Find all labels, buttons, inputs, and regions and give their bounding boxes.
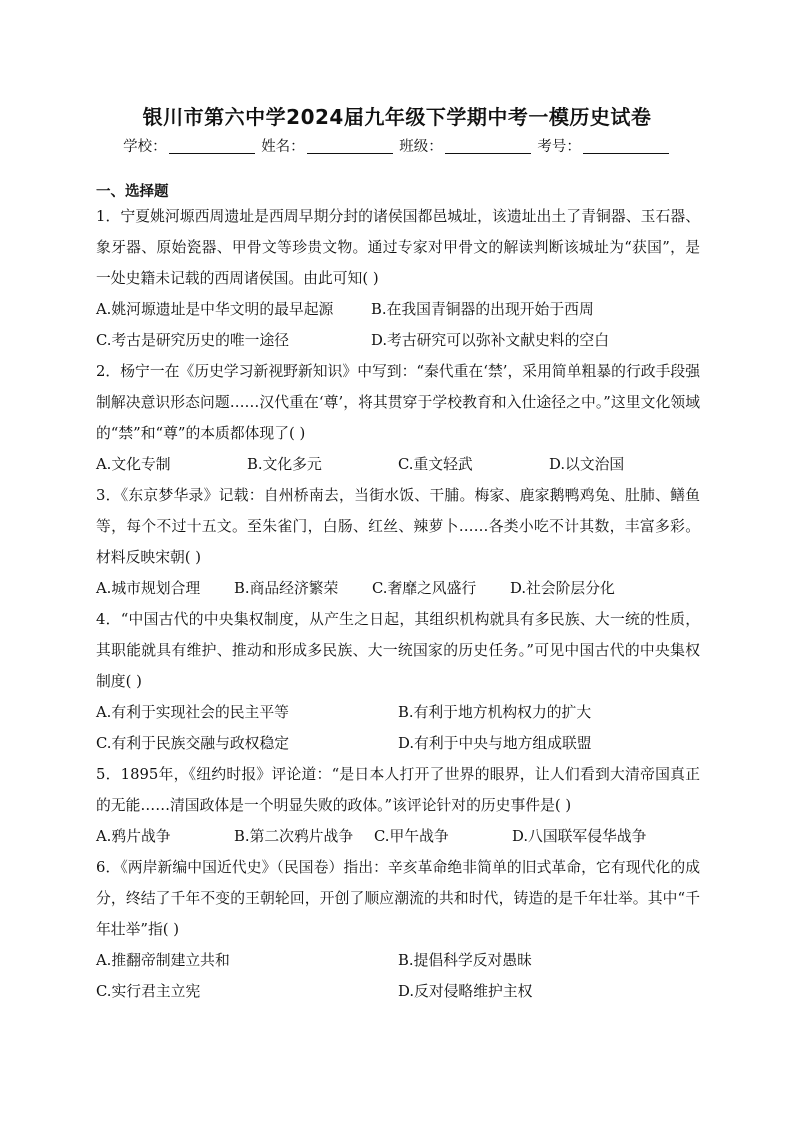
number-label: 考号： bbox=[537, 139, 581, 155]
name-label: 姓名： bbox=[261, 139, 305, 155]
question-stem: 3．《东京梦华录》记载：自州桥南去，当街水饭、干脯。梅家、鹿家鹅鸭鸡兔、肚肺、鳝鱼等，每个不过十五文。至朱雀门，白肠、红丝、辣萝卜……各类小吃不计其数，丰富多彩。材料反映宋朝( ) bbox=[96, 487, 700, 566]
option-c: C.有利于民族交融与政权稳定 bbox=[96, 735, 290, 752]
option-b: B.第二次鸦片战争 bbox=[234, 828, 354, 845]
option-a: A.姚河塬遗址是中华文明的最早起源 bbox=[96, 301, 334, 318]
option-group bbox=[96, 294, 700, 356]
question-2 bbox=[96, 356, 700, 480]
option-b: B.文化多元 bbox=[247, 456, 322, 473]
school-blank[interactable] bbox=[169, 139, 255, 154]
option-c: C.奢靡之风盛行 bbox=[372, 580, 477, 597]
question-list bbox=[96, 201, 700, 1007]
option-group bbox=[96, 697, 700, 759]
question-5 bbox=[96, 759, 700, 852]
class-blank[interactable] bbox=[445, 139, 531, 154]
student-info-line bbox=[0, 135, 794, 156]
question-stem: 5．1895年，《纽约时报》评论道：“是日本人打开了世界的眼界，让人们看到大清帝国真正的无能……清国政体是一个明显失败的政体。”该评论针对的历史事件是( ) bbox=[96, 766, 700, 814]
school-label: 学校： bbox=[123, 139, 167, 155]
option-a: A.有利于实现社会的民主平等 bbox=[96, 704, 289, 721]
option-a: A.城市规划合理 bbox=[96, 580, 201, 597]
option-group bbox=[96, 945, 700, 1007]
section-heading: 一、选择题 bbox=[96, 184, 169, 200]
number-blank[interactable] bbox=[583, 139, 669, 154]
class-label: 班级： bbox=[399, 139, 443, 155]
option-c: C.实行君主立宪 bbox=[96, 983, 201, 1000]
option-d: D.社会阶层分化 bbox=[510, 580, 615, 597]
question-stem: 4．“中国古代的中央集权制度，从产生之日起，其组织机构就具有多民族、大一统的性质，其职能就具有维护、推动和形成多民族、大一统国家的历史任务。”可见中国古代的中央集权制度( ) bbox=[96, 611, 700, 690]
question-6 bbox=[96, 852, 700, 1007]
question-1 bbox=[96, 201, 700, 356]
question-stem: 6．《两岸新编中国近代史》（民国卷）指出：辛亥革命绝非简单的旧式革命，它有现代化的成分，终结了千年不变的王朝轮回，开创了顺应潮流的共和时代，铸造的是千年壮举。其中“千年壮举”指( ) bbox=[96, 859, 700, 938]
option-d: D.八国联军侵华战争 bbox=[512, 828, 647, 845]
option-group bbox=[96, 449, 700, 480]
option-group bbox=[96, 573, 700, 604]
option-b: B.在我国青铜器的出现开始于西周 bbox=[371, 301, 594, 318]
option-b: B.有利于地方机构权力的扩大 bbox=[398, 704, 592, 721]
name-blank[interactable] bbox=[307, 139, 393, 154]
option-a: A.鸦片战争 bbox=[96, 828, 171, 845]
option-a: A.推翻帝制建立共和 bbox=[96, 952, 230, 969]
option-a: A.文化专制 bbox=[96, 456, 171, 473]
option-b: B.提倡科学反对愚昧 bbox=[398, 952, 532, 969]
question-stem: 1．宁夏姚河塬西周遗址是西周早期分封的诸侯国都邑城址，该遗址出土了青铜器、玉石器、象牙器、原始瓷器、甲骨文等珍贵文物。通过专家对甲骨文的解读判断该城址为“获国”，是一处史籍未记载的西周诸侯国。由此可知( ) bbox=[96, 208, 700, 287]
question-3 bbox=[96, 480, 700, 604]
option-d: D.考古研究可以弥补文献史料的空白 bbox=[371, 332, 609, 349]
option-b: B.商品经济繁荣 bbox=[234, 580, 339, 597]
question-4 bbox=[96, 604, 700, 759]
option-d: D.以文治国 bbox=[549, 456, 625, 473]
question-stem: 2．杨宁一在《历史学习新视野新知识》中写到：“秦代重在‘禁’，采用简单粗暴的行政手段强制解决意识形态问题……汉代重在‘尊’，将其贯穿于学校教育和入仕途径之中。”这里文化领域的“禁”和“尊”的本质都体现了( ) bbox=[96, 363, 700, 442]
option-c: C.甲午战争 bbox=[374, 828, 449, 845]
option-d: D.有利于中央与地方组成联盟 bbox=[398, 735, 592, 752]
page-title: 银川市第六中学2024届九年级下学期中考一模历史试卷 bbox=[142, 105, 652, 129]
option-group bbox=[96, 821, 700, 852]
option-c: C.考古是研究历史的唯一途径 bbox=[96, 332, 290, 349]
option-c: C.重文轻武 bbox=[398, 456, 473, 473]
option-d: D.反对侵略维护主权 bbox=[398, 983, 533, 1000]
